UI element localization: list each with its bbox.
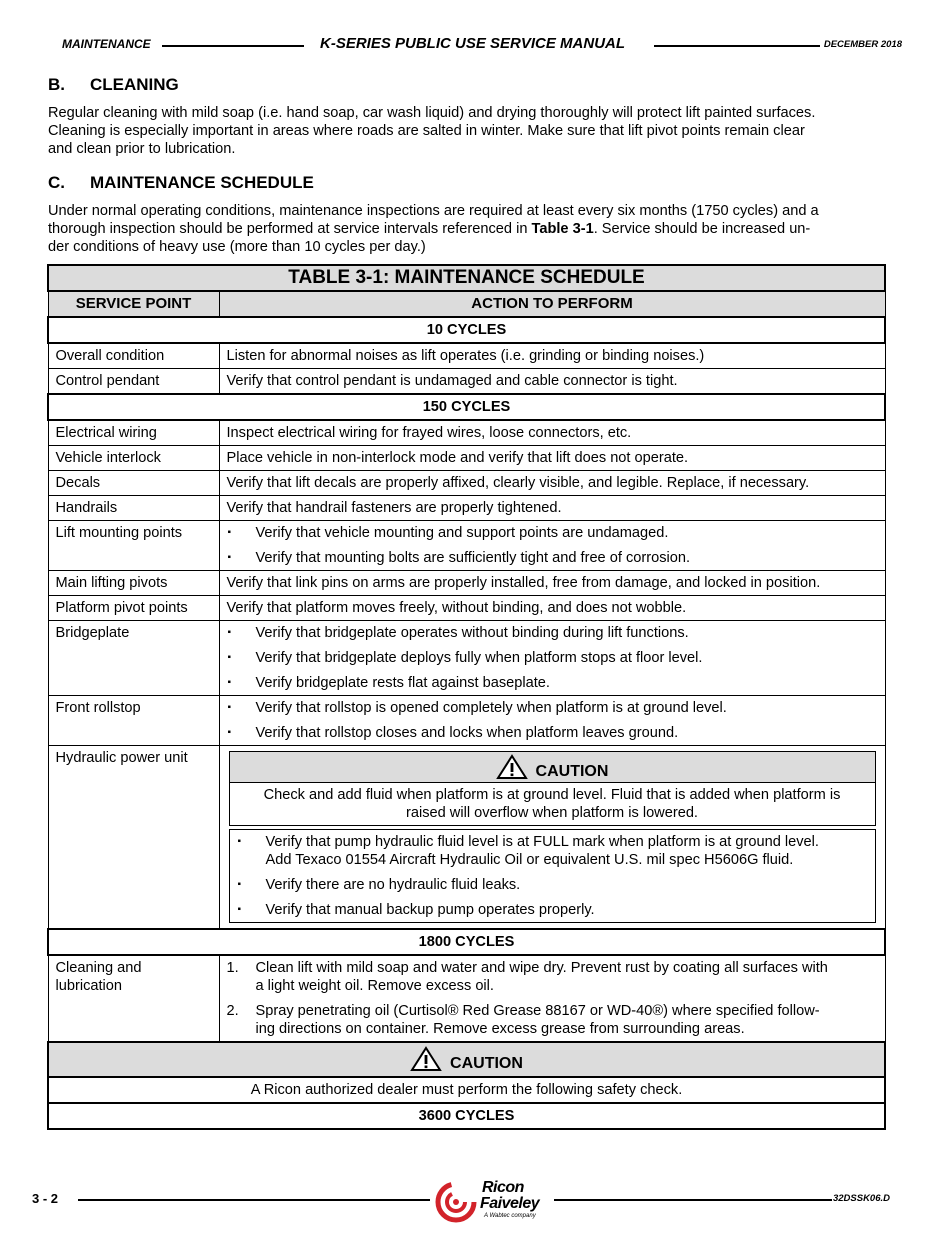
table-row (48, 496, 885, 521)
action: Listen for abnormal noises as lift operates (i.e. grinding or binding noises.) (219, 343, 885, 369)
header-manual-title: K-SERIES PUBLIC USE SERVICE MANUAL (320, 35, 626, 52)
page-number: 3 - 2 (32, 1191, 59, 1206)
section-c-paragraph: Under normal operating conditions, maintenance inspections are required at least every six months (1750 cycles) and a thorough inspection should be performed at service intervals referenced in Table 3-1. Service should be increased un- der conditions of heavy use (more than 10 cycles per day.) (48, 203, 819, 255)
column-header-action: ACTION TO PERFORM (219, 291, 885, 317)
list-item: ▪ Verify that bridgeplate operates without binding during lift functions. (227, 625, 689, 641)
action: Verify that lift decals are properly affixed, clearly visible, and legible. Replace, if necessary. (219, 471, 885, 496)
action: Inspect electrical wiring for frayed wires, loose connectors, etc. (219, 420, 885, 446)
warning-triangle-icon (496, 754, 528, 780)
action: Verify that control pendant is undamaged and cable connector is tight. (219, 369, 885, 395)
action-list (219, 955, 885, 1042)
list-item: ▪ Verify that pump hydraulic fluid level is at FULL mark when platform is at ground level. Add Texaco 01554 Aircraft Hydraulic Oil or equivalent U.S. mil spec H5606G fluid. (237, 834, 819, 868)
section-c-heading: C. MAINTENANCE SCHEDULE (48, 173, 314, 192)
list-item: ▪ Verify that vehicle mounting and support points are undamaged. (227, 525, 669, 541)
action-list (219, 621, 885, 696)
cycle-heading-150: 150 CYCLES (48, 394, 885, 420)
action: Verify that platform moves freely, without binding, and does not wobble. (219, 596, 885, 621)
brand-tagline: A Wabtec company (484, 1213, 536, 1219)
table-row (48, 746, 885, 930)
hydraulic-action-cell (219, 746, 885, 930)
cycle-heading-3600: 3600 CYCLES (48, 1103, 885, 1129)
ricon-logo-icon (434, 1178, 480, 1224)
caution-banner: CAUTION (229, 751, 876, 783)
action: Place vehicle in non-interlock mode and verify that lift does not operate. (219, 446, 885, 471)
column-header-service-point: SERVICE POINT (48, 291, 219, 317)
table-row (48, 420, 885, 446)
action-list (219, 521, 885, 571)
footer-rule-right (554, 1199, 832, 1201)
list-item: ▪ Verify that manual backup pump operates properly. (237, 902, 595, 918)
service-point: Electrical wiring (48, 420, 219, 446)
action: Verify that handrail fasteners are properly tightened. (219, 496, 885, 521)
service-point: Front rollstop (48, 696, 219, 746)
caution-message: Check and add fluid when platform is at ground level. Fluid that is added when platform is raised will overflow when platform is lowered. (229, 783, 876, 826)
hydraulic-action-list (229, 829, 876, 923)
table-reference: Table 3-1 (531, 221, 594, 237)
brand-ricon: Ricon (482, 1179, 524, 1196)
action: Verify that link pins on arms are properly installed, free from damage, and locked in position. (219, 571, 885, 596)
service-point: Bridgeplate (48, 621, 219, 696)
table-row (48, 696, 885, 746)
header-section: MAINTENANCE (62, 37, 151, 51)
list-item: ▪ Verify there are no hydraulic fluid leaks. (237, 877, 521, 893)
list-item: 2. Spray penetrating oil (Curtisol® Red Grease 88167 or WD-40®) where specified follow- ing directions on container. Remove excess grease from surrounding areas. (226, 1003, 820, 1037)
service-point: Platform pivot points (48, 596, 219, 621)
dealer-notice: A Ricon authorized dealer must perform the following safety check. (48, 1077, 885, 1103)
list-item: 1. Clean lift with mild soap and water and wipe dry. Prevent rust by coating all surfaces with a light weight oil. Remove excess oil. (226, 960, 828, 994)
table-row (48, 369, 885, 395)
list-item: ▪ Verify that rollstop is opened completely when platform is at ground level. (227, 700, 727, 716)
cycle-heading-10: 10 CYCLES (48, 317, 885, 343)
service-point: Cleaning and lubrication (48, 955, 219, 1042)
list-item: ▪ Verify bridgeplate rests flat against baseplate. (227, 675, 550, 691)
caution-banner: CAUTION (48, 1042, 885, 1077)
action-list (219, 696, 885, 746)
service-point: Hydraulic power unit (48, 746, 219, 930)
table-title: TABLE 3-1: MAINTENANCE SCHEDULE (48, 265, 885, 291)
header-rule-right (654, 45, 820, 47)
list-item: ▪ Verify that bridgeplate deploys fully when platform stops at floor level. (227, 650, 703, 666)
section-b-heading: B. CLEANING (48, 75, 179, 94)
cycle-heading-1800: 1800 CYCLES (48, 929, 885, 955)
service-point: Handrails (48, 496, 219, 521)
table-row (48, 621, 885, 696)
header-date: DECEMBER 2018 (823, 39, 902, 50)
table-row (48, 521, 885, 571)
page-footer (32, 1176, 890, 1226)
section-b-paragraph: Regular cleaning with mild soap (i.e. hand soap, car wash liquid) and drying thoroughly will protect lift painted surfaces. Cleaning is especially important in areas where roads are salted in winter. Make sure that lift pivot points remain clear and clean prior to lubrication. (48, 105, 816, 157)
footer-rule-left (78, 1199, 430, 1201)
service-point: Vehicle interlock (48, 446, 219, 471)
warning-triangle-icon (410, 1046, 442, 1072)
table-row (48, 471, 885, 496)
table-row (48, 596, 885, 621)
service-point: Lift mounting points (48, 521, 219, 571)
maintenance-schedule-table (47, 264, 886, 1130)
service-point: Overall condition (48, 343, 219, 369)
header-rule-left (162, 45, 304, 47)
list-item: ▪ Verify that rollstop closes and locks when platform leaves ground. (227, 725, 679, 741)
brand-logo (434, 1178, 564, 1224)
table-row (48, 955, 885, 1042)
table-row (48, 343, 885, 369)
brand-faiveley: Faiveley (480, 1195, 540, 1212)
page-header (48, 36, 902, 56)
table-row (48, 571, 885, 596)
service-point: Main lifting pivots (48, 571, 219, 596)
table-row (48, 446, 885, 471)
document-number: 32DSSK06.D (832, 1193, 890, 1204)
list-item: ▪ Verify that mounting bolts are sufficiently tight and free of corrosion. (227, 550, 691, 566)
service-point: Decals (48, 471, 219, 496)
service-point: Control pendant (48, 369, 219, 395)
